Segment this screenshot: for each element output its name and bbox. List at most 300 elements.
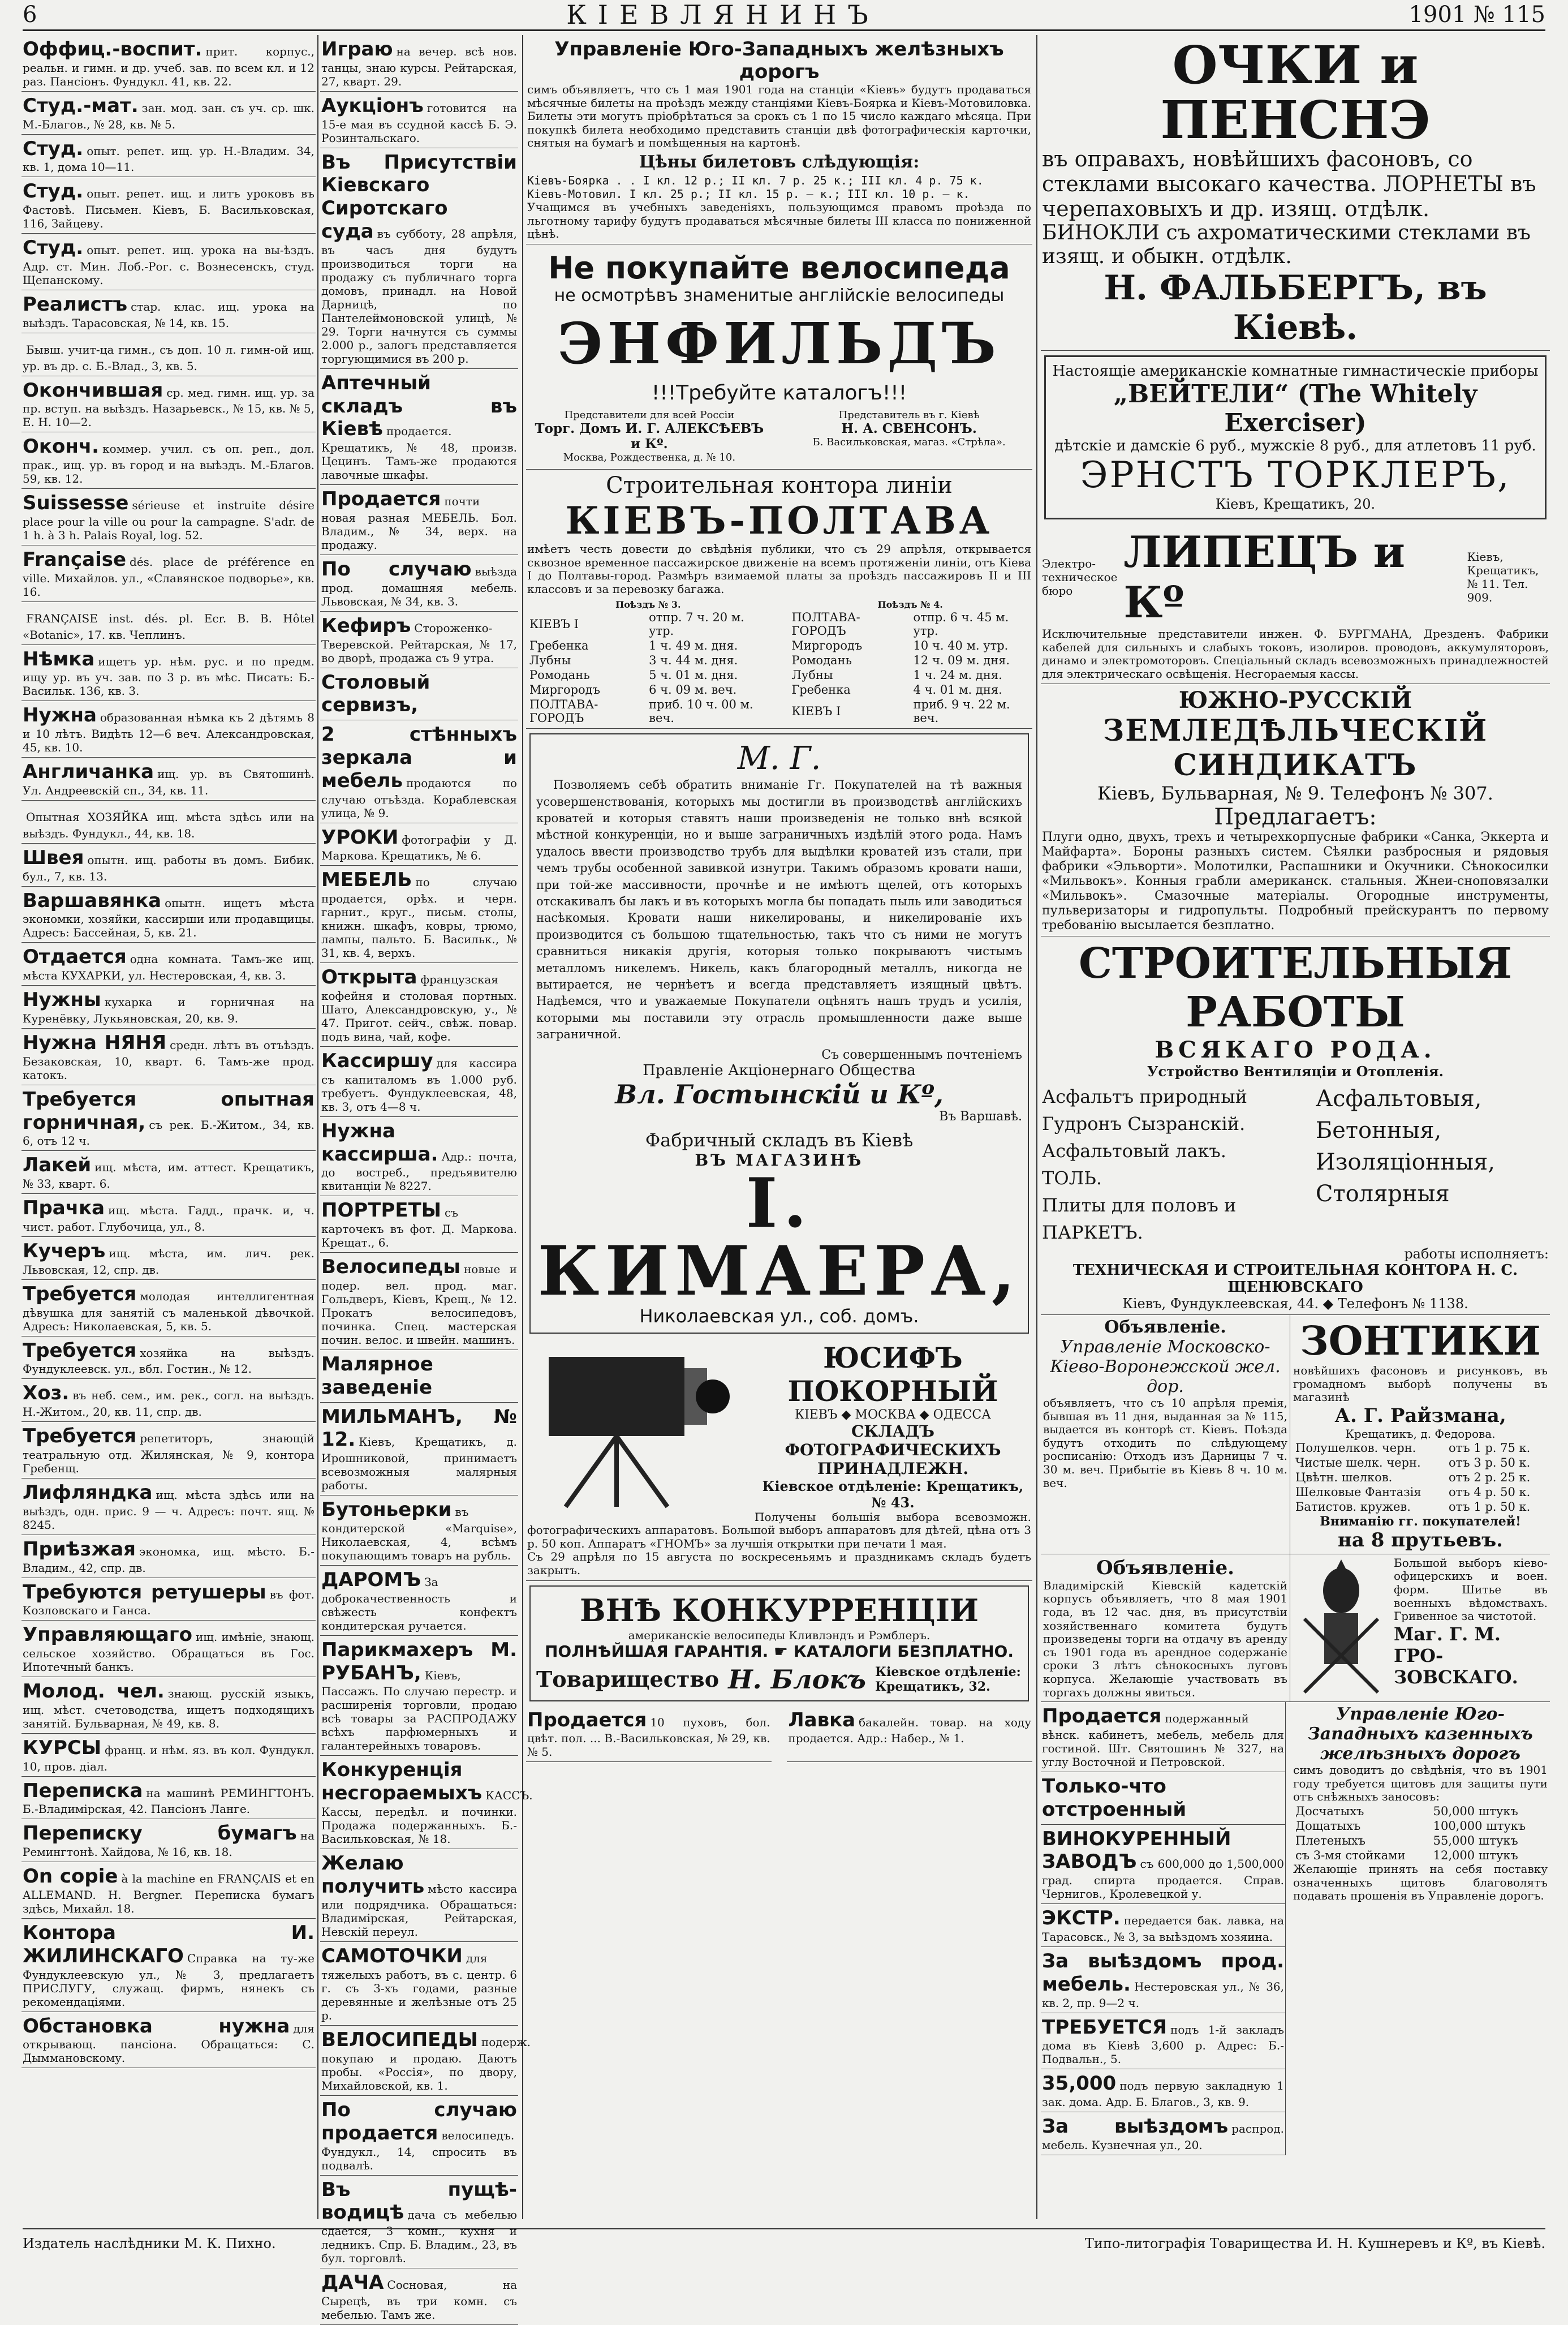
ad-headword: Оффиц.-воспит. [23,38,203,61]
classifieds-column-1 [21,35,316,2219]
classified-ad [21,1479,316,1535]
ad-headword: Конкуренція несгораемыхъ [321,1759,483,1805]
build-provider-label: работы исполняетъ: [1404,1246,1549,1262]
ad-headword: Студ. [23,180,84,203]
obyav-heading: Объявленіе. [1096,1556,1234,1579]
ad-text: ищетъ ур. нѣм. рус. и по предм. ищу ур. въ уч. зав. по 3 р. въ мѣс. Писать: Б.-Васильк. 136, кв. 3. [23,654,315,698]
ad-text: съ 600,000 до 1,500,000 град. спирта продается. Справ. Чернигов., Кролевецкой у. [1042,1857,1284,1901]
classified-ad [21,1194,316,1237]
classified-ad [1041,1825,1285,1905]
timetable-row [789,697,1031,725]
station-name: Ромодань [529,668,590,682]
station-time: приб. 9 ч. 22 м. веч. [913,698,1010,725]
classified-ad [21,1422,316,1479]
blok-firm: Товарищество [536,1666,720,1692]
ad-headword: Велосипеды [321,1256,460,1279]
classified-ad [320,720,518,823]
ad-text: въ кондитерской «Marquise», Николаевская, 4, всѣмъ покупающимъ товаръ на рубль. [321,1505,517,1562]
ad-headword: Малярное заведеніе [321,1352,433,1399]
lipets-name: ЛИПЕЦЪ и Кº [1123,527,1405,628]
enfield-headline: Не покупайте велосипеда [548,250,1010,286]
ad-headword: ТРЕБУЕТСЯ [1042,2015,1168,2039]
timetable-row [789,653,1031,668]
ad-headword: Контора И. ЖИЛИНСКАГО [23,1922,315,1967]
column-rule [317,35,318,2219]
ad-headword: Лифляндка [23,1481,153,1504]
classified-ad [320,1942,518,2026]
train-number: Поѣздъ № 3. [615,599,681,611]
umbrella-kind: Полушелков. черн. [1295,1441,1416,1455]
kimaera-city: Въ Варшавѣ. [939,1109,1022,1124]
ad-text: съ рек. Б.-Житом., 34, кв. 6, отъ 12 ч. [23,1118,315,1148]
classified-ad [320,1849,518,1942]
ad-headword: По случаю [321,557,472,581]
construction-works-ad [1041,936,1550,1315]
blok-guarantee: ПОЛНѢЙШАЯ ГАРАНТІЯ. ☛ КАТАЛОГИ БЕЗПЛАТНО. [544,1641,1014,1661]
train-number: Поѣздъ № 4. [877,599,943,611]
ad-text: экономка, ищ. мѣсто. Б.-Владим., 42, спр. дв. [23,1544,315,1575]
timetable-row [789,668,1031,682]
ad-text: ищ. мѣста, им. лич. рек. Львовская, 12, спр. дв. [23,1246,315,1277]
ad-headword: Только-что отстроенный [1042,1775,1187,1821]
build-work-type: Асфальтовыя, [1315,1086,1482,1112]
classified-ad [320,148,518,369]
classified-ad [21,92,316,135]
ad-headword: Варшавянка [23,889,162,912]
ad-headword: On copie [23,1865,118,1888]
classified-ad [21,432,316,489]
station-time: отпр. 6 ч. 45 м. утр. [913,611,1009,638]
gostynski-kimaera-ad [529,733,1029,1333]
gro-name: Маг. Г. М. ГРО-ЗОВСКАГО. [1394,1623,1518,1688]
ad-text: опыт. репет. ищ. ур. Н.-Владим. 34, кв. 1, дома 10—11. [23,144,315,174]
build-material: Асфальтъ природный [1042,1086,1247,1108]
enfield-rep-russia: Торг. Домъ И. Г. АЛЕКСѢЕВЪ и Кº. [535,420,764,452]
ad-headword: Играю [321,38,393,61]
blok-address: Кіевское отдѣленіе: Крещатикъ, 32. [875,1664,1021,1694]
ad-headword: 2 стѣнныхъ зеркала и мебель [321,723,517,792]
lipets-body: Исключительные представители инжен. Ф. БУРГМАНА, Дрезденъ. Фабрики кабелей для сильныхъ и слабыхъ токовъ, изолиров. проводовъ, аккумуляторовъ, динамо и электромоторовъ. Спеціальный складъ всевозможныхъ принадлежностей для электрическаго освѣщенія. Несгораемыя кассы. [1042,627,1549,681]
shield-type: Досчатыхъ [1295,1804,1364,1818]
railway-title: Управленіе Юго-Западныхъ желѣзныхъ дорогъ [554,38,1004,83]
classified-ad [21,1029,316,1085]
grozovsky-ad [1291,1554,1550,1701]
timetable-row [527,697,769,725]
station-time: 5 ч. 01 м. дня. [649,668,738,682]
classified-ad [21,177,316,234]
classified-ad [21,1085,316,1151]
printer-line: Типо-литографія Товарищества И. Н. Кушнеревъ и Кº, въ Кіевѣ. [1084,2236,1545,2251]
classified-ad [21,2012,316,2069]
torkler-gym-ad [1044,355,1547,519]
torkler-address: Кіевъ, Крещатикъ, 20. [1215,496,1376,513]
synd-body: Плуги одно, двухъ, трехъ и четырехкорпусные фабрики «Санка, Эккерта и Майфарта». Бороны разныхъ систем. Сѣялки разбросныя и рядовыя фабрики «Эльворти». Молотилки, Распашники и Окучники. Сѣнокосилки «Мильвокъ». Конныя грабли американск. стальныя. Жнеи-сноповязалки «Мильвокъ». Смазочные матеріалы. Огородные инструменты, пульверизаторы и гидропульты. Подробный прейскурантъ по первому требованію высылается безплатно. [1042,830,1549,933]
ad-headword: Молод. чел. [23,1680,165,1703]
torkler-name: ЭРНСТЪ ТОРКЛЕРЪ, [1080,454,1511,497]
timetable-row [527,682,769,697]
page-number: 6 [23,2,37,28]
umbrella-price-row [1293,1455,1548,1470]
kimaera-name: І. КИМАЕРА, [537,1163,1021,1311]
ad-text: по случаю продается, орѣх. и черн. гарнит., круг., письм. столы, книжн. шкафъ, ковры, трюмо, лампы, пальто. Б. Васильк., № 31, кв. 4, верхъ. [321,875,517,960]
ad-text: продаются по случаю отъѣзда. Кораблевская улица, № 9. [321,776,517,820]
umbrella-price: отъ 2 р. 25 к. [1449,1470,1531,1484]
ad-headword: САМОТОЧКИ [321,1945,463,1968]
ad-headword: Переписка [23,1779,143,1802]
enfield-rep-russia-address: Москва, Рождественка, д. № 10. [563,451,736,463]
kiev-poltava-line-ad [526,470,1032,729]
timetable-row [527,653,769,668]
ad-headword: ВИНОКУРЕННЫЙ ЗАВОДЪ [1042,1827,1231,1873]
ad-text: стар. клас. ищ. урока на выѣздъ. Тарасовская, № 14, кв. 15. [23,299,315,330]
falberg-optics-ad [1041,35,1550,351]
ad-text: КАССЪ. Кассы, передѣл. и починки. Продажа подержанныхъ. Б.-Васильковская, № 18. [321,1789,533,1846]
classifieds-column-2 [320,35,533,2322]
ad-text: Кіевъ, Крещатикъ, д. Ирошниковой, принимаетъ всевозможныя малярныя работы. [321,1435,517,1493]
station-name: Лубны [529,654,571,668]
classified-ad [1041,2112,1285,2155]
ad-headword: Открыта [321,966,417,989]
classified-ad [320,668,518,721]
build-material: Асфальтовый лакъ. [1042,1140,1226,1162]
shield-row [1293,1833,1548,1848]
classified-ad [320,1196,518,1253]
ad-headword: Требуется [23,1282,137,1305]
ad-text: 10 пуховъ, бол. цвѣт. пол. ... В.-Васильковская, № 29, кв. № 5. [527,1715,770,1759]
classified-ad [21,1734,316,1777]
ad-text: знающ. русскій языкъ, ищ. мѣст. счетоводства, ищетъ подходящихъ занятій. Бульварная, № 49, кв. 8. [23,1687,315,1730]
classified-ad [320,555,518,612]
synd-region: ЮЖНО-РУССКІЙ [1178,687,1412,714]
classified-ad [21,1919,316,2012]
ad-headword: Кассиршу [321,1049,433,1072]
ad-text: подержанный вѣнск. кабинетъ, мебель, мебель для гостиной. Шт. Святошинъ № 327, на углу Восточной и Петровской. [1042,1712,1284,1769]
ad-headword: Аптечный складъ въ Кіевѣ [321,371,517,441]
ad-headword: Бутоньерки [321,1498,452,1522]
ad-headword: Française [23,548,127,571]
ad-text: Опытная ХОЗЯЙКА ищ. мѣста здѣсь или на выѣздъ. Фундукл., 44, кв. 18. [23,810,315,840]
umbrella-price: отъ 1 р. 75 к. [1449,1441,1531,1455]
ad-text: на Ремингтонѣ. Хайдова, № 16, кв. 18. [23,1829,315,1859]
classified-ad [21,943,316,986]
kimaera-address: Николаевская ул., соб. домъ. [639,1305,919,1327]
obyav-body: Владимірскій Кіевскій кадетскій корпусъ объявляетъ, что 8 мая 1901 года, въ 12 час. дня, въ присутствіи хозяйственнаго комитета будутъ произведены торги на отдачу въ аренду съ 1901 года въ арендное содержаніе сроки 3 лѣтъ сѣнокосныхъ луговъ корпуса. Желающіе участвовать въ торгахъ должны явиться. [1043,1578,1287,1699]
ad-text: репетиторъ, знающій театральную отд. Жилянская, № 9, контора Гребенщ. [23,1432,315,1475]
shield-quantity: 55,000 штукъ [1433,1833,1518,1847]
classified-ad [526,1706,772,1763]
ad-text: на вечер. всѣ нов. танцы, знаю курсы. Рейтарская, 27, кварт. 29. [321,45,517,88]
ad-text: на машинѣ РЕМИНГТОНЪ. Б.-Владимірская, 42. Пансіонъ Ланге. [23,1786,315,1816]
classified-ad [320,35,518,92]
ad-text: въ фот. Козловскаго и Ганса. [23,1587,315,1618]
ad-text: За доброкачественность и свѣжесть конфектъ кондитерская ручается. [321,1575,517,1632]
kimaera-store-label: Фабричный складъ въ Кіевѣ [645,1129,914,1151]
ad-headword: Лакей [23,1154,92,1177]
yuz-title: Управленіе Юго-Западныхъ казенныхъ желѣзныхъ дорогъ [1308,1704,1533,1764]
ad-headword: Продается [1042,1705,1162,1728]
ad-headword: Окончившая [23,379,163,402]
station-name: КІЕВЪ I [529,617,579,631]
railway-price-line: Кіевъ-Мотовил. I кл. 25 р.; II кл. 15 р. — к.; III кл. 10 р. — к. [527,187,970,201]
classified-ad [320,866,518,963]
ad-text: подъ первую закладную 1 зак. дома. Адр. Б. Благов., 3, кв. 9. [1042,2079,1284,2109]
classified-ad [21,545,316,602]
classified-ad [21,376,316,433]
ad-text: средн. лѣтъ въ отъѣздъ. Безаковская, 10, кварт. 6. Тамъ-же прод. катокъ. [23,1038,315,1082]
pokorny-note: Съ 29 апрѣля по 15 августа по воскресеньямъ и праздникамъ складъ будетъ закрытъ. [527,1550,1031,1577]
kimaera-company: Вл. Гостынскій и Кº, [615,1078,944,1110]
ad-text: зан. мод. зан. съ уч. ср. шк. М.-Благов., № 28, кв. № 5. [23,101,315,131]
synd-name: ЗЕМЛЕДѢЛЬЧЕСКІЙ СИНДИКАТЪ [1102,714,1488,783]
umbrella-price: отъ 1 р. 50 к. [1449,1499,1531,1514]
raizman-address: Крещатикъ, д. Федорова. [1345,1426,1496,1441]
ad-headword: УРОКИ [321,826,399,849]
camera-illustration [532,1346,747,1510]
poltava-title: Строительная контора линіи [606,472,953,498]
ad-headword: Нужна кассирша. [321,1119,438,1166]
kimaera-signoff: Съ совершеннымъ почтеніемъ [821,1047,1022,1062]
ochki-binoculars: БИНОКЛИ съ ахроматическими стеклами въ изящ. и обыкн. отдѣлк. [1042,221,1531,268]
classified-ad [21,1280,316,1336]
ad-text: опыт. репет. ищ. и литъ уроковъ въ Фастовѣ. Письмен. Кіевъ, Б. Васильковская, 116, Зайцеву. [23,187,315,231]
umbrella-price: отъ 4 р. 50 к. [1449,1485,1531,1499]
classified-ad [320,612,518,668]
ad-text: франц. и нѣм. яз. въ кол. Фундукл. 10, пров. діал. [23,1743,315,1773]
ad-headword: Нѣмка [23,647,95,671]
ad-headword: Требуется [23,1425,137,1448]
build-provider: ТЕХНИЧЕСКАЯ И СТРОИТЕЛЬНАЯ КОНТОРА Н. С. ЩЕНЮВСКАГО [1072,1262,1518,1296]
classified-ad [21,801,316,844]
classified-ad [320,2026,531,2096]
lipets-electro-ad [1041,524,1550,684]
classified-ad [21,1379,316,1422]
ad-headword: КУРСЫ [23,1736,102,1759]
ad-headword: ДАЧА [321,2271,384,2294]
kimaera-salutation: М. Г. [737,740,821,777]
pokorny-name: ЮСИФЪ ПОКОРНЫЙ [787,1340,998,1408]
classified-ad [320,1495,518,1566]
classified-ad [21,602,316,645]
classified-ad [21,1237,316,1280]
ad-text: ищ. мѣста. Гадд., прачк. и, ч. чист. работ. Глубочица, ул., 8. [23,1204,315,1234]
display-ads-column-3 [526,35,1032,2219]
classified-ad [320,1566,518,1636]
classified-ad [320,1047,518,1117]
display-ads-column-4 [1041,35,1550,2219]
classified-ad [21,489,316,545]
lipets-address: Кіевъ, Крещатикъ, № 11. Тел. 909. [1467,550,1539,605]
ad-headword: По случаю продается [321,2099,517,2144]
ad-headword: Продается [527,1708,647,1731]
enfield-rep-russia-label: Представители для всей Россіи [564,409,735,421]
build-material: Плиты для половъ и ПАРКЕТЪ. [1042,1194,1237,1244]
ad-text: образованная нѣмка къ 2 дѣтямъ 8 и 10 лѣтъ. Видѣть 12—6 веч. Александровская, 45, кв. 10. [23,711,315,755]
zontiki-sale: на 8 прутьевъ. [1338,1528,1503,1552]
pokorny-body: Получены большія выбора всевозможн. фотографическихъ аппаратовъ. Большой выборъ аппаратовъ для дѣтей, цѣна отъ 3 р. 50 коп. Аппаратъ «ГНОМЪ» за лучшія открытки при печати 1 мая. [527,1510,1031,1550]
yuz-body: симъ доводитъ до свѣдѣнія, что въ 1901 году требуется щитовъ для защиты пути отъ снѣжныхъ заносовъ: [1293,1763,1548,1804]
enfield-catalog: !!!Требуйте каталогъ!!! [651,381,907,405]
mkv-title: Управленіе Московско-Кіево-Воронежской жел. дор. [1050,1337,1281,1397]
ad-headword: За выѣздомъ [1042,2115,1229,2138]
ad-headword: Нужна [23,704,97,727]
classified-ad [1041,1702,1285,1772]
ad-text: распрод. мебель. Кузнечная ул., 20. [1042,2122,1284,2152]
ad-text: опытн. ищ. работы въ домъ. Бибик. бул., 7, кв. 13. [23,853,315,883]
ad-text: ср. мед. гимн. ищ. ур. за пр. вступ. на выѣздъ. Назарьевск., № 15, кв. № 5, Е. Н. 10—2. [23,385,315,429]
gro-body: Большой выборъ кіево-офицерскихъ и воен. форм. Шитье въ военныхъ вѣдомствахъ. Гривенное за чистотой. [1394,1555,1548,1623]
classified-ad [320,1403,518,1496]
classified-ad [320,2096,518,2176]
ad-headword: 35,000 [1042,2072,1117,2095]
ad-headword: Аукціонъ [321,94,424,117]
classified-ad [21,290,316,333]
classified-ad [21,1862,316,1919]
newspaper-masthead: КІЕВЛЯНИНЪ [566,0,880,30]
ad-text: велосипедъ. Фундукл., 14, спросить въ подвалѣ. [321,2128,517,2172]
ad-headword: Студ. [23,237,84,260]
ad-headword: ПОРТРЕТЫ [321,1199,442,1222]
shield-row [1293,1804,1548,1819]
page-header [23,0,1545,31]
classified-ad [320,1117,518,1197]
station-name: ПОЛТАВА-ГОРОДЪ [791,611,860,638]
ad-headword: Столовый сервизъ, [321,671,430,717]
station-time: 3 ч. 44 м. дня. [649,654,738,668]
classified-ad [21,1151,316,1194]
gym-prices: дѣтскіе и дамскіе 6 руб., мужскіе 8 руб., для атлетовъ 11 руб. [1054,437,1536,455]
station-time: 10 ч. 40 м. утр. [913,639,1009,653]
cadet-corps-notice [1041,1554,1290,1701]
ad-headword: Парикмахеръ М. РУБАНЪ, [321,1638,517,1684]
station-name: Гребенка [791,683,851,697]
station-time: 12 ч. 09 м. дня. [913,654,1010,668]
kimaera-letter: Позволяемъ себѣ обратить вниманіе Гг. Покупателей на тѣ важныя усовершенствованія, которыхъ мы достигли въ производствѣ англійскихъ кроватей и которыя ставятъ наши произведенія не только внѣ всякой мѣстной конкуренціи, но и выше заграничныхъ издѣлій этого рода. Намъ удалось ввести производство трубъ для выдѣлки кроватей изъ стали, при чемъ трубы особенной завивкой изнутри. Такимъ образомъ кровати наши, при той-же массивности, прочнѣе и не имѣютъ щелей, отъ которыхъ отскакивалъ бы лакъ и въ которыхъ могла бы попадать пыль или заводиться насѣкомыя. Кровати наши никелированы, и никелированіе ихъ производится съ большою тщательностью, такъ что съ ними не могутъ сравниться никакія другія, которыя только покрываютъ чистымъ металломъ никелемъ. Никель, какъ благородный металлъ, никогда не вытирается, не чернѣетъ и всегда представляетъ изящный цвѣтъ. Надѣемся, что и уважаемые Покупатели оцѣнятъ нашъ трудъ и усилія, которыми мы поставили эту отрасль промышленности даже выше заграничной. [536,778,1022,1042]
classified-ad [21,234,316,290]
shield-quantity: 50,000 штукъ [1433,1804,1518,1818]
ad-headword: Реалистъ [23,293,128,316]
ad-text: кухарка и горничная на Куренёвку, Лукьяновская, 20, кв. 9. [23,995,315,1025]
kimaera-board: Правленіе Акціонернаго Общества [643,1061,916,1079]
build-work-type: Бетонныя, [1315,1118,1442,1144]
ad-headword: Лавка [788,1708,856,1731]
classified-ad [21,645,316,702]
ad-headword: Прачка [23,1197,105,1220]
timetable-row [527,638,769,653]
station-name: КІЕВЪ I [791,704,841,719]
timetable-row [527,610,769,638]
build-material: ТОЛЬ. [1042,1167,1102,1189]
publisher-line: Издатель наслѣдники М. К. Пихно. [23,2236,276,2251]
classified-ad [21,1819,316,1862]
ad-text: хозяйка на выѣздъ. Фундуклеевск. ул., вбл. Гостин., № 12. [23,1346,315,1376]
ad-text: для кассира съ капиталомъ въ 1.000 руб. требуетъ. Фундуклеевская, 48, кв. 3, отъ 4—8 ч. [321,1056,517,1114]
ad-text: Стороженко-Тверевской. Рейтарская, № 17, во дворѣ, продажа съ 9 утра. [321,621,517,665]
classified-ad [21,135,316,178]
ad-text: бакалейн. товар. на ходу продается. Адр.: Набер., № 1. [788,1715,1031,1746]
ad-headword: Швея [23,846,84,869]
classified-ad [320,92,518,148]
shield-type: Дощатыхъ [1295,1819,1361,1833]
ad-text: въ неб. сем., им. рек., согл. на выѣздъ. Н.-Житом., 20, кв. 11, спр. дв. [23,1389,315,1419]
ad-text: дача съ мебелью сдается, 3 комн., кухня и ледникъ. Спр. Б. Владим., 23, въ бул. торговлѣ. [321,2208,517,2266]
shield-row [1293,1819,1548,1833]
station-time: 1 ч. 49 м. дня. [649,639,738,653]
enfield-rep-kiev-label: Представитель въ г. Кіевѣ [838,409,980,421]
ad-text: ищ. ур. въ Святошинѣ. Ул. Андреевскій сп., 34, кв. 11. [23,767,315,797]
ad-headword: Нужна НЯНЯ [23,1031,167,1054]
ad-headword: Управляющаго [23,1623,192,1647]
shield-row [1293,1848,1548,1863]
enfield-subhead: не осмотрѣвъ знаменитые англійскіе велосипеды [554,285,1005,306]
classified-ad [21,35,316,92]
station-name: Ромодань [791,654,852,668]
enfield-bicycle-ad [526,244,1032,470]
classified-ad [1041,1772,1285,1825]
ad-headword: Продается [321,488,441,511]
ad-headword: ДАРОМЪ [321,1568,421,1591]
shield-type: съ 3-мя стойками [1295,1848,1406,1862]
classified-ad [21,758,316,801]
station-name: Лубны [791,668,833,682]
column-rule [522,35,523,2219]
enfield-rep-kiev: Н. А. СВЕНСОНЪ. [841,420,977,436]
ad-headword: МИЛЬМАНЪ, № 12. [321,1405,517,1451]
shield-quantity: 12,000 штукъ [1433,1848,1518,1862]
gym-intro: Настоящіе американскіе комнатные гимнастическіе приборы [1052,363,1539,380]
classified-ad [320,2268,518,2325]
ad-headword: Хоз. [23,1382,70,1405]
railway-note: Учащимся въ учебныхъ заведеніяхъ, пользующимся правомъ проѣзда по льготному тарифу будутъ продаваться мѣсячные билеты III класса по пониженной цѣнѣ. [527,200,1031,241]
railway-prices-title: Цѣны билетовъ слѣдующія: [639,152,920,172]
ad-headword: Кефиръ [321,614,411,637]
umbrella-price: отъ 3 р. 50 к. [1449,1455,1531,1469]
umbrella-price-row [1293,1470,1548,1485]
classified-ad [1041,2069,1285,2112]
classified-ad [21,844,316,887]
umbrella-kind: Цвѣтн. шелков. [1295,1470,1393,1484]
ad-text: коммер. учил. съ оп. реп., дол. прак., ищ. ур. въ город и на выѣздъ. М.-Благов. 59, кв. 12. [23,442,315,486]
station-time: 1 ч. 24 м. дня. [913,668,1002,682]
raizman-umbrella-ad [1291,1315,1550,1554]
zontiki-attention: Вниманію гг. покупателей! [1320,1514,1521,1529]
ochki-body: въ оправахъ, новѣйшихъ фасоновъ, со стеклами высокаго качества. ЛОРНЕТЫ въ черепаховыхъ и др. изящ. отдѣлк. [1042,147,1536,221]
military-trophy-illustration [1293,1557,1389,1698]
ad-text: молодая интеллигентная дѣвушка для занятій съ маленькой дѣвочкой. Адресъ: Николаевская, 5, кв. 5. [23,1289,315,1333]
classified-ad [320,369,518,485]
pokorny-cities: КІЕВЪ ◆ МОСКВА ◆ ОДЕССА [795,1407,991,1422]
classified-ad [320,963,518,1047]
classified-ad [21,1621,316,1677]
classified-ad [320,1350,518,1403]
umbrella-price-row [1293,1499,1548,1514]
enfield-brand: ЭНФИЛЬДЪ [558,310,1001,377]
classified-ad [1041,1947,1285,2013]
ad-text: ищ. мѣста здѣсь или на выѣздъ, одн. прис. 9 — ч. Адресъ: почт. ящ. № 8245. [23,1488,315,1532]
mkv-railway-notice [1041,1315,1290,1554]
page-footer [23,2228,1545,2258]
ad-headword: Обстановка нужна [23,2014,290,2038]
ad-text: à la machine en FRANÇAIS et en ALLEMAND. H. Bergner. Переписка бумагъ здѣсь, Михайл. 18. [23,1872,315,1916]
ad-headword: Англичанка [23,760,154,784]
classified-ad [21,1535,316,1578]
build-work-type: Столярныя [1315,1181,1450,1207]
synd-address: Кіевъ, Бульварная, № 9. Телефонъ № 307. [1097,783,1493,805]
ad-text: французская кофейня и столовая портных. Шато, Александровскую, у., № 47. Пригот. сейч., свѣж. повар. подъ вина, чай, кофе. [321,973,517,1043]
timetable-row [789,638,1031,653]
classified-ad [1041,2013,1285,2070]
ad-text: подъ 1-й закладъ дома въ Кіевѣ 3,600 р. Адрес: Б.-Подвальн., 5. [1042,2022,1284,2066]
ad-text: почти новая разная МЕБЕЛЬ. Бол. Владим., № 34, верх. на продажу. [321,495,517,552]
